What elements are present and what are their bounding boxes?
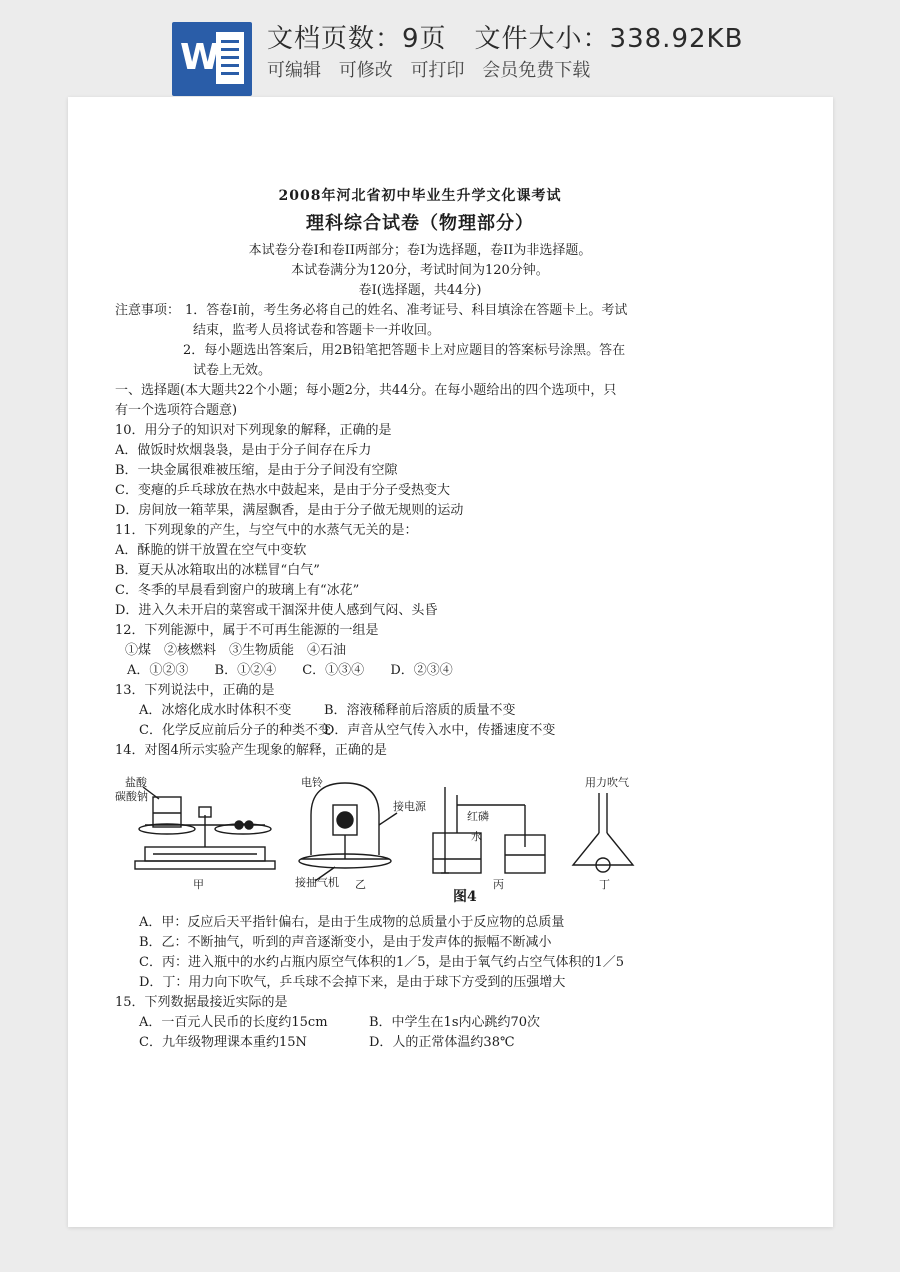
choice-row <box>115 661 725 681</box>
option: A．酥脆的饼干放置在空气中变软 <box>115 543 307 558</box>
option: A．冰熔化成水时体积不变 <box>139 703 292 718</box>
option: D．声音从空气传入水中，传播速度不变 <box>324 723 556 738</box>
option: B．①②④ <box>214 663 277 678</box>
label-red-phosphorus: 红磷 <box>467 810 489 823</box>
option: A．甲：反应后天平指针偏右，是由于生成物的总质量小于反应物的总质量 <box>139 915 565 930</box>
question-stem: 11．下列现象的产生，与空气中的水蒸气无关的是： <box>115 523 418 538</box>
question-stem: 12．下列能源中，属于不可再生能源的一组是 <box>115 623 379 638</box>
option: B．中学生在1s内心跳约70次 <box>369 1015 541 1030</box>
item-list: ①煤 ②核燃料 ③生物质能 ④石油 <box>125 643 347 658</box>
option: D．丁：用力向下吹气，乒乓球不会掉下来，是由于球下方受到的压强增大 <box>139 975 566 990</box>
label-sodium-carbonate: 碳酸钠 <box>115 790 148 803</box>
notice-line: 试卷上无效。 <box>193 363 272 378</box>
option: B．乙：不断抽气，听到的声音逐渐变小，是由于发声体的振幅不断减小 <box>139 935 552 950</box>
option: C．变瘪的乒乓球放在热水中鼓起来，是由于分子受热变大 <box>115 483 450 498</box>
word-document-icon: W <box>172 22 252 96</box>
label-yi: 乙 <box>355 878 366 891</box>
option: A．①②③ <box>127 663 189 678</box>
option-row <box>115 721 725 741</box>
option: C．九年级物理课本重约15N <box>139 1035 307 1050</box>
option: C．丙：进入瓶中的水约占瓶内原空气体积的1／5，是由于氧气约占空气体积的1／5 <box>139 955 625 970</box>
option: C．①③④ <box>302 663 365 678</box>
label-blow-hard: 用力吹气 <box>585 776 629 789</box>
file-size: 文件大小：338.92KB <box>474 24 744 54</box>
notice-line: 注意事项： 1．答卷I前，考生务必将自己的姓名、准考证号、科目填涂在答题卡上。考试 <box>115 301 725 321</box>
figure-4 <box>115 775 655 905</box>
feature-modifiable: 可修改 <box>338 60 393 81</box>
label-water: 水 <box>471 830 482 843</box>
balance-apparatus <box>135 787 275 869</box>
option: C．冬季的早晨看到窗户的玻璃上有“冰花” <box>115 583 360 598</box>
feature-list <box>267 56 602 82</box>
feature-member-download: 会员免费下载 <box>482 60 591 81</box>
label-jia: 甲 <box>193 878 204 891</box>
label-ding: 丁 <box>599 878 610 891</box>
option: D．房间放一箱苹果，满屋飘香，是由于分子做无规则的运动 <box>115 503 464 518</box>
question-stem: 13．下列说法中，正确的是 <box>115 683 275 698</box>
page-count: 文档页数：9页 <box>267 24 447 54</box>
question-stem: 15．下列数据最接近实际的是 <box>115 995 288 1010</box>
label-bing: 丙 <box>493 878 504 891</box>
label-vacuum-pump: 接抽气机 <box>295 876 339 889</box>
figure-caption: 图4 <box>453 889 477 905</box>
option: B．夏天从冰箱取出的冰糕冒“白气” <box>115 563 320 578</box>
intro-line: 本试卷分卷I和卷II两部分；卷I为选择题，卷II为非选择题。 <box>248 243 592 258</box>
option: A．做饭时炊烟袅袅，是由于分子间存在斥力 <box>115 443 372 458</box>
option-row <box>115 701 725 721</box>
feature-printable: 可打印 <box>410 60 465 81</box>
notice-line: 2．每小题选出答案后，用2B铅笔把答题卡上对应题目的答案标号涂黑。答在 <box>183 343 626 358</box>
question-stem: 10．用分子的知识对下列现象的解释，正确的是 <box>115 423 392 438</box>
option: C．化学反应前后分子的种类不变 <box>139 723 331 738</box>
exam-title: 2008年河北省初中毕业生升学文化课考试 <box>278 188 562 204</box>
volume-heading: 卷I(选择题，共44分) <box>358 283 482 298</box>
option: A．一百元人民币的长度约15cm <box>139 1015 328 1030</box>
exam-subtitle: 理科综合试卷（物理部分） <box>306 213 534 234</box>
option: B．溶液稀释前后溶质的质量不变 <box>324 703 516 718</box>
intro-line: 本试卷满分为120分，考试时间为120分钟。 <box>291 263 549 278</box>
option: D．进入久未开启的菜窖或干涸深井使人感到气闷、头昏 <box>115 603 438 618</box>
exam-content <box>115 183 725 1053</box>
red-phosphorus-apparatus <box>433 787 545 873</box>
bell-jar-apparatus <box>299 783 397 881</box>
file-info <box>267 18 743 55</box>
section-heading: 一、选择题(本大题共22个小题；每小题2分，共44分。在每小题给出的四个选项中，只 <box>115 383 617 398</box>
question-stem: 14．对图4所示实验产生现象的解释，正确的是 <box>115 743 387 758</box>
download-banner <box>0 0 900 100</box>
label-electric-bell: 电铃 <box>301 776 323 789</box>
feature-editable: 可编辑 <box>267 60 321 81</box>
option: D．人的正常体温约38℃ <box>369 1035 515 1050</box>
option-row <box>115 1033 725 1053</box>
funnel-apparatus <box>573 793 633 872</box>
option: B．一块金属很难被压缩，是由于分子间没有空隙 <box>115 463 398 478</box>
notice-line: 结束，监考人员将试卷和答题卡一并收回。 <box>193 323 441 338</box>
label-hydrochloric-acid: 盐酸 <box>125 776 147 789</box>
option: D．②③④ <box>390 663 453 678</box>
label-power-supply: 接电源 <box>393 800 426 813</box>
notice-label: 注意事项： <box>115 303 181 318</box>
section-heading: 有一个选项符合题意) <box>115 403 238 418</box>
option-row <box>115 1013 725 1033</box>
